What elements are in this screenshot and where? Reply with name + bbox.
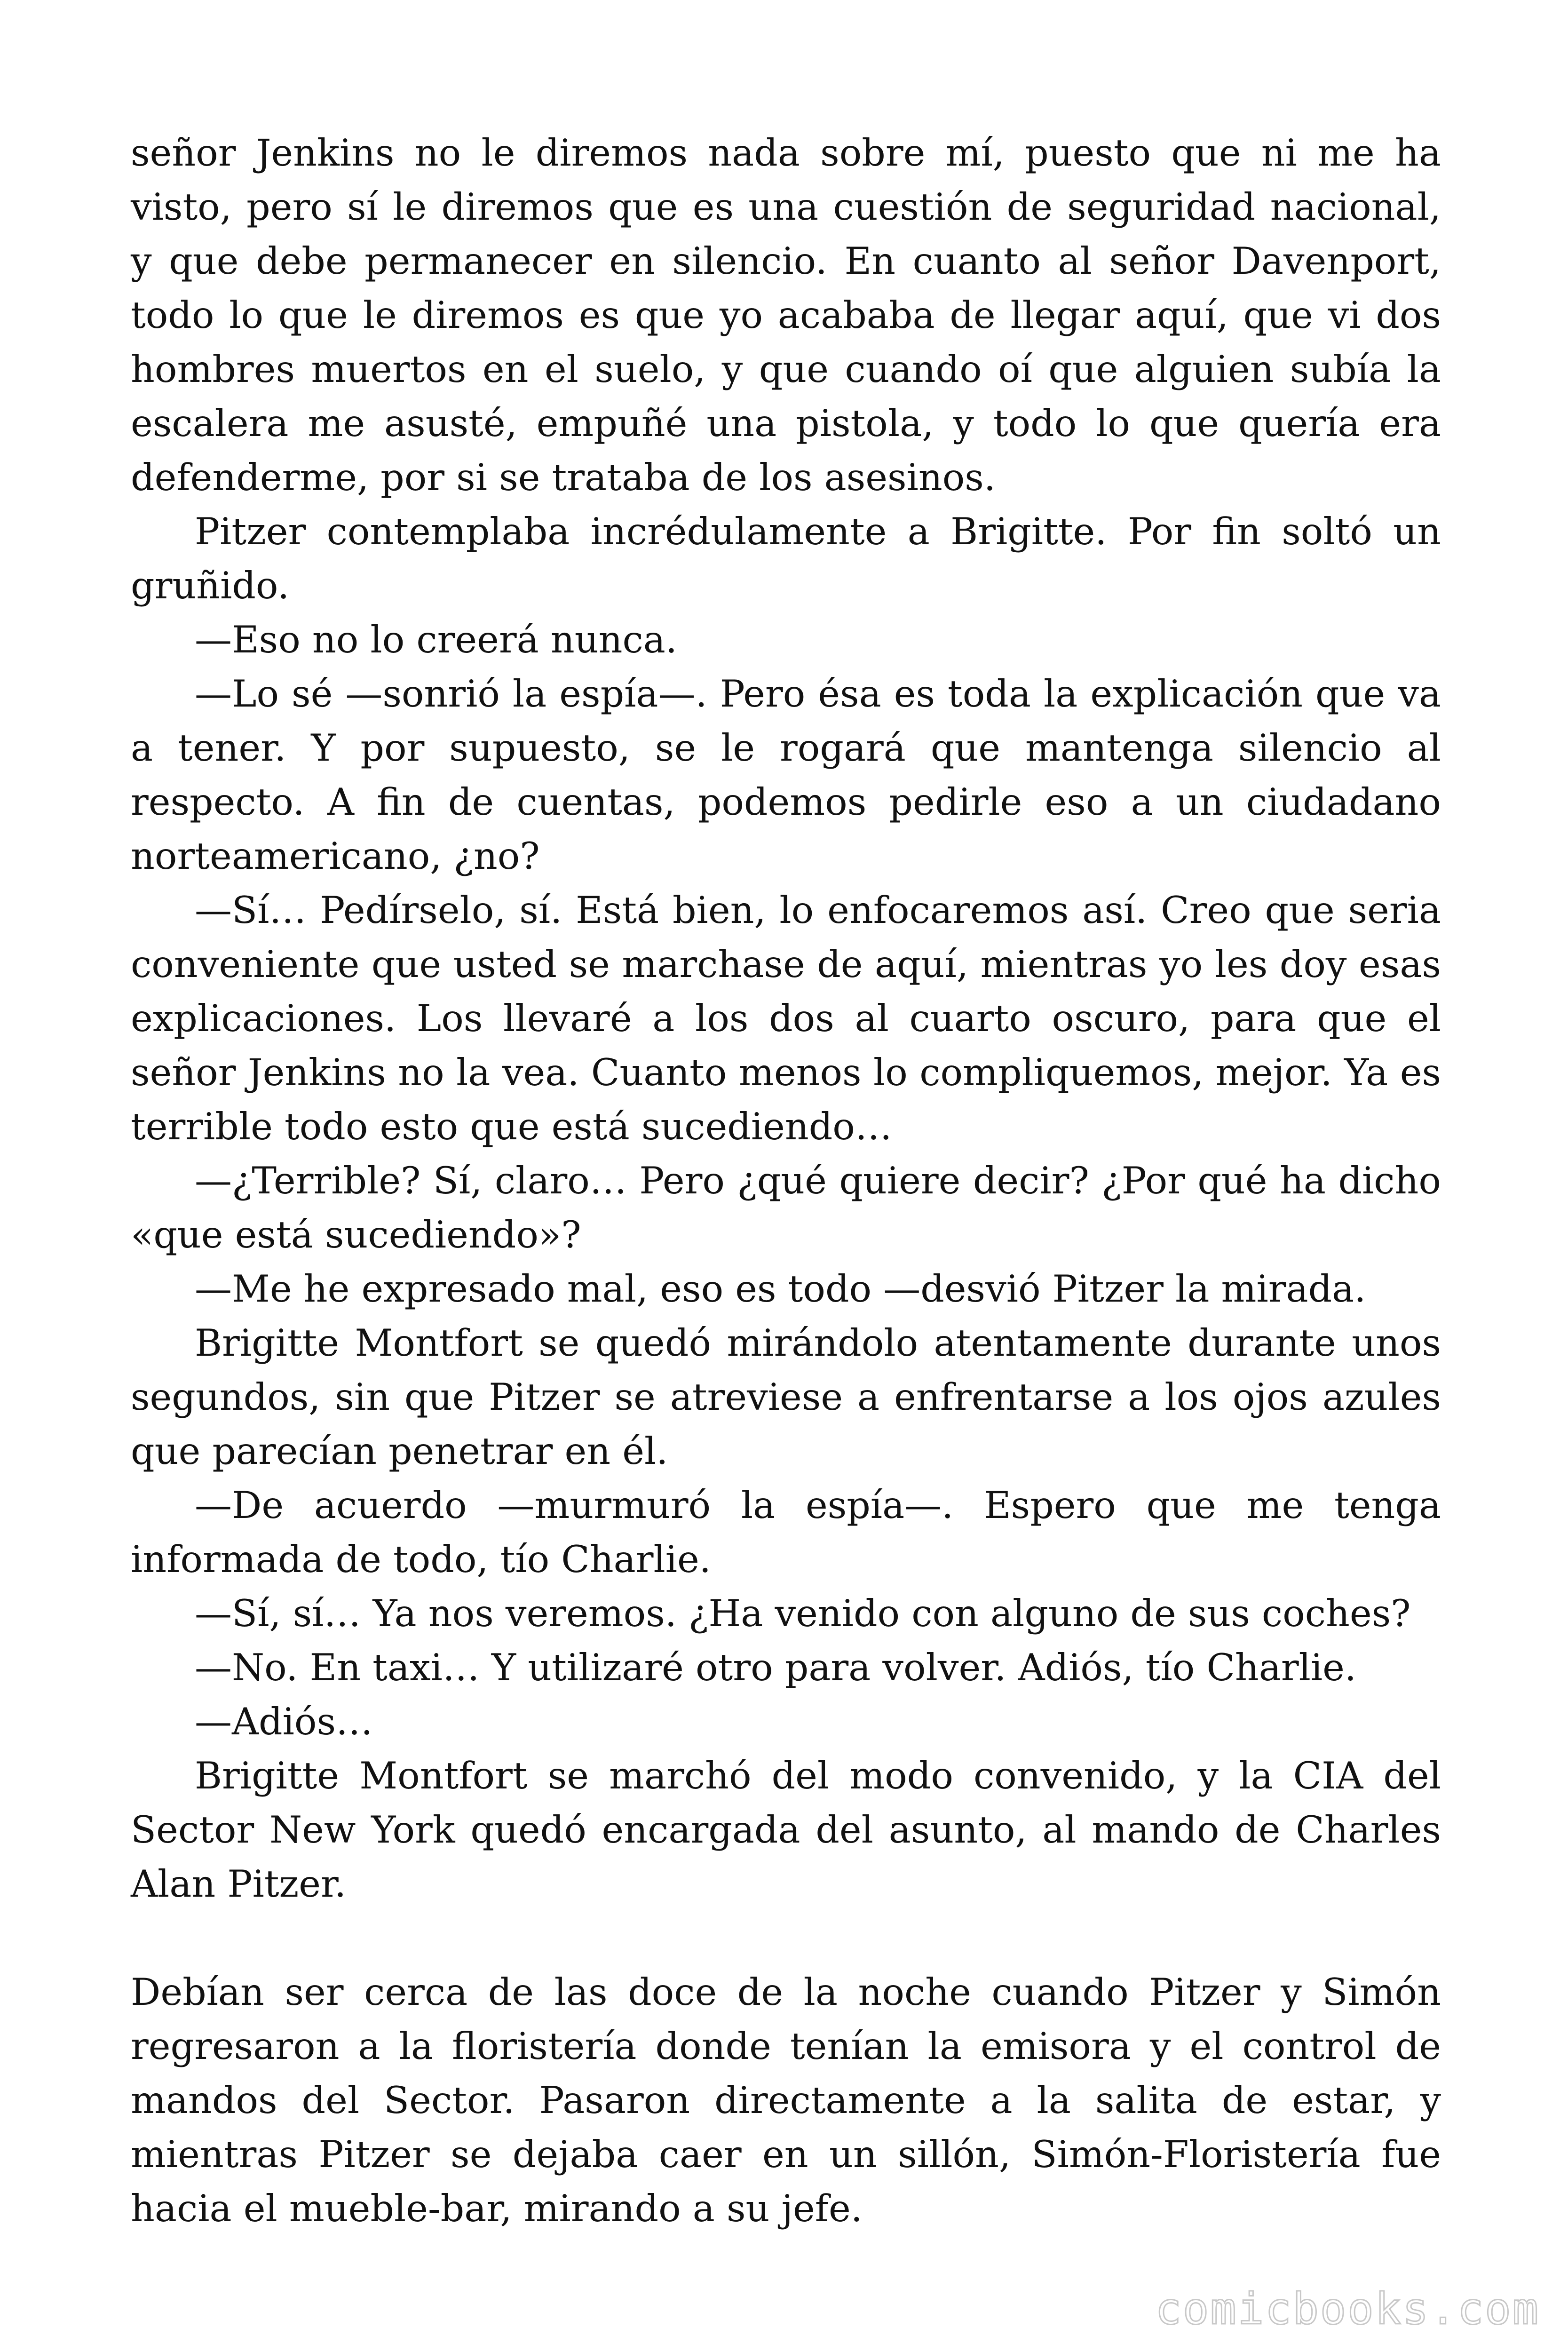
dialogue-line: —Eso no lo creerá nunca. [195,618,677,661]
paragraph: Brigitte Montfort se marchó del modo convenido, y la CIA del Sector New York quedó encargada del asunto, al mando de Charles Alan Pitzer. [131,1754,1441,1906]
dialogue-line: —Me he expresado mal, eso es todo —desvió Pitzer la mirada. [195,1267,1366,1311]
section-break [131,1911,1441,1965]
dialogue-line: —Adiós… [195,1700,373,1743]
page-body [131,126,1441,2236]
paragraph: Debían ser cerca de las doce de la noche cuando Pitzer y Simón regresaron a la floristería donde tenían la emisora y el control de mandos del Sector. Pasaron directamente a la salita de estar, y mientras Pitzer se dejaba caer en un sillón, Simón-Floristería fue hacia el mueble-bar, mirando a su jefe. [131,1971,1441,2230]
paragraph: señor Jenkins no le diremos nada sobre mí, puesto que ni me ha visto, pero sí le diremos que es una cuestión de seguridad nacional, y que debe permanecer en silencio. En cuanto al señor Davenport, todo lo que le diremos es que yo acababa de llegar aquí, que vi dos hombres muertos en el suelo, y que cuando oí que alguien subía la escalera me asusté, empuñé una pistola, y todo lo que quería era defenderme, por si se trataba de los asesinos. [131,131,1441,499]
dialogue-line: —Sí, sí… Ya nos veremos. ¿Ha venido con alguno de sus coches? [195,1592,1411,1635]
dialogue-line: —De acuerdo —murmuró la espía—. Espero que me tenga informada de todo, tío Charlie. [131,1484,1441,1581]
dialogue-line: —Sí… Pedírselo, sí. Está bien, lo enfocaremos así. Creo que seria conveniente que usted se marchase de aquí, mientras yo les doy esas explicaciones. Los llevaré a los dos al cuarto oscuro, para que el señor Jenkins no la vea. Cuanto menos lo compliquemos, mejor. Ya es terrible todo esto que está sucediendo… [131,889,1441,1148]
dialogue-line: —No. En taxi… Y utilizaré otro para volver. Adiós, tío Charlie. [195,1646,1357,1689]
watermark-logo: comicbooks.com [1155,2284,1540,2334]
paragraph: Pitzer contemplaba incrédulamente a Brigitte. Por fin soltó un gruñido. [131,510,1441,607]
paragraph: Brigitte Montfort se quedó mirándolo atentamente durante unos segundos, sin que Pitzer se atreviese a enfrentarse a los ojos azules que parecían penetrar en él. [131,1321,1441,1473]
dialogue-line: —Lo sé —sonrió la espía—. Pero ésa es toda la explicación que va a tener. Y por supuesto, se le rogará que mantenga silencio al respecto. A fin de cuentas, podemos pedirle eso a un ciudadano norteamericano, ¿no? [131,672,1441,878]
dialogue-line: —¿Terrible? Sí, claro… Pero ¿qué quiere decir? ¿Por qué ha dicho «que está sucediendo»? [131,1159,1441,1256]
